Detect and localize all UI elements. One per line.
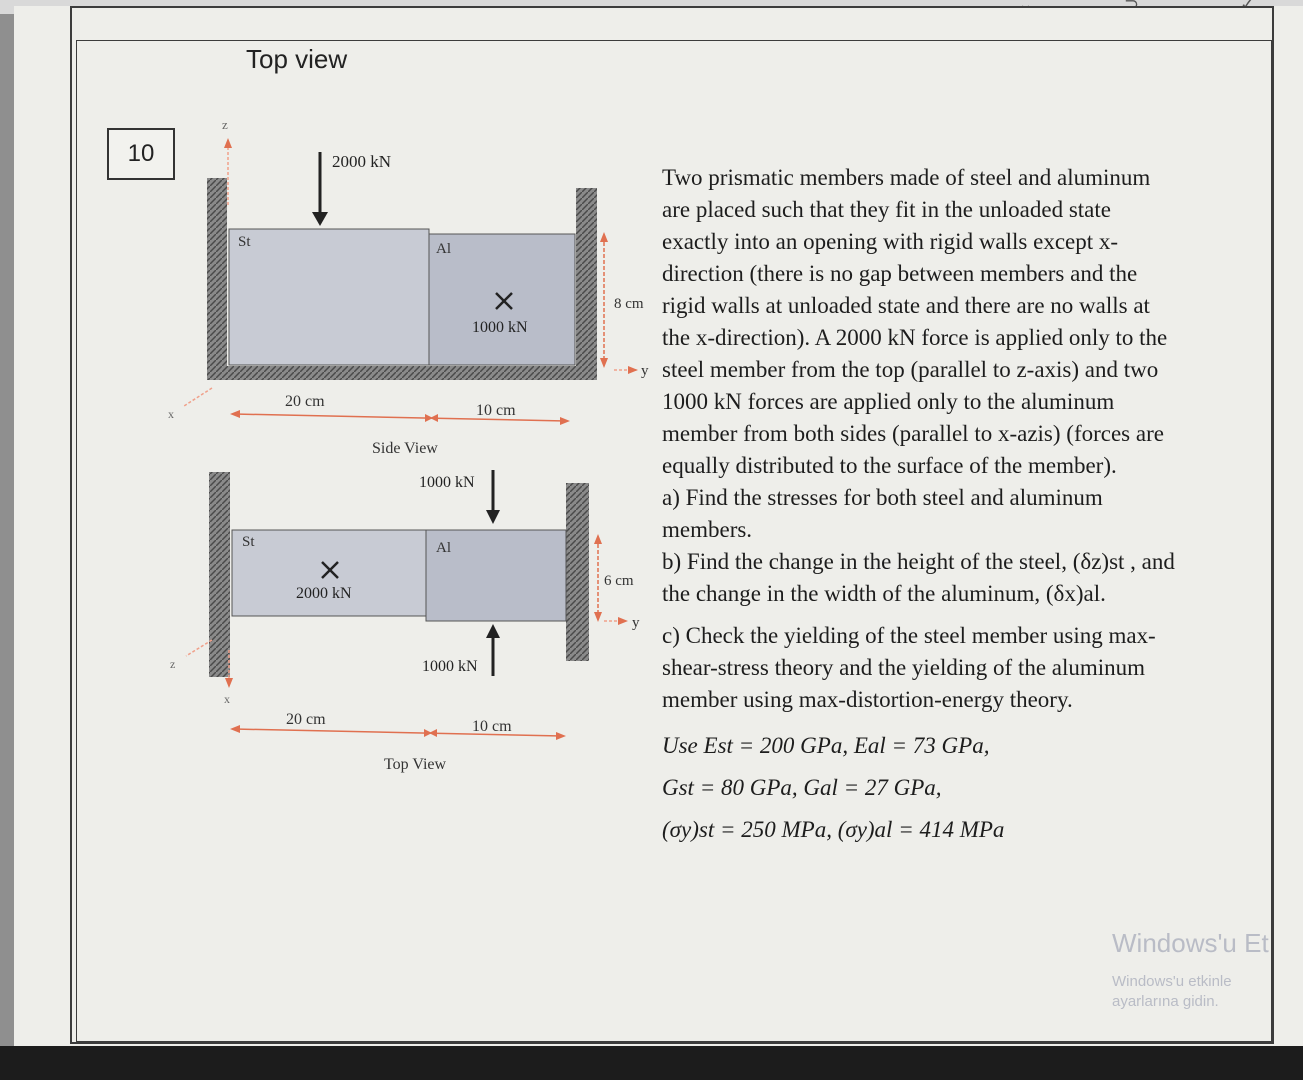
al-label-top: Al [436,241,451,257]
watermark-line-2: Windows'u etkinle [1112,973,1232,990]
rigid-wall-bottom-top [207,366,597,380]
x-axis-top [168,388,212,421]
steel-label-top: St [238,234,251,250]
axis-x-label-top: x [168,407,174,421]
given-line-2: Gst = 80 GPa, Gal = 27 GPa, [662,775,942,800]
monitor-bezel-bottom [0,1046,1303,1080]
problem-statement [662,162,1182,846]
z-axis-bottom [170,640,212,671]
y-axis-top [614,366,638,374]
problem-paragraph: Two prismatic members made of steel and aluminum are placed such that they fit in the unloaded state exactly into an opening with rigid walls except x-direction (there is no gap between members and the rigid walls at unloaded state and there are no walls at the x-direction). A 2000 kN force is applied only to the steel member from the top (parallel to z-axis) and two 1000 kN forces are applied only to the aluminum member from both sides (parallel to x-azis) (forces are equally distributed to the surface of the member). [662,165,1168,478]
force-2000-label-bottom: 2000 kN [296,585,352,602]
axis-y-label-bottom: y [632,615,640,631]
axis-z-label-top: z [222,117,228,132]
height-label-top: 8 cm [614,296,644,312]
height-dimension-top [600,232,608,368]
caption-side-view: Side View [372,440,438,457]
part-b: b) Find the change in the height of the steel, (δz)st , and the change in the width of the aluminum, (δx)al. [662,549,1175,606]
y-axis-bottom [604,617,628,625]
al-label-bottom: Al [436,540,451,556]
rigid-wall-left-top [207,178,227,380]
windows-activation-watermark-text [1112,972,1232,1012]
force-arrow-up-bottom [486,624,500,676]
problem-number: 10 [107,128,175,180]
width-steel-label-bottom: 20 cm [286,711,326,728]
page-title: Top view [246,44,348,74]
steel-member-top [229,229,429,365]
force-arrow-down-top [312,152,328,226]
force-1000-label-bottom-bottom: 1000 kN [422,658,478,675]
caption-top-view: Top View [384,756,447,773]
rigid-wall-right-top [576,188,597,380]
width-steel-label-top: 20 cm [285,393,325,410]
force-2000-label-top: 2000 kN [332,152,392,171]
rigid-wall-right-bottom [566,483,589,661]
given-line-1: Use Est = 200 GPa, Eal = 73 GPa, [662,733,990,758]
height-label-bottom: 6 cm [604,573,634,589]
given-line-3: (σy)st = 250 MPa, (σy)al = 414 MPa [662,817,1005,842]
axis-y-label-top: y [641,363,649,379]
width-al-label-bottom: 10 cm [472,718,512,735]
steel-label-bottom: St [242,534,255,550]
watermark-line-3: ayarlarına gidin. [1112,993,1219,1010]
steel-member-bottom [232,530,426,616]
rigid-wall-left-bottom [209,472,230,677]
force-arrow-down-bottom [486,470,500,524]
axis-z-label-bottom: z [170,657,176,671]
bottom-diagram [170,470,640,773]
height-dimension-bottom [594,534,602,622]
width-dimension-top [230,410,570,425]
windows-activation-watermark-title: Windows'u Et [1112,928,1269,958]
axis-x-label-bottom: x [224,692,230,706]
width-al-label-top: 10 cm [476,402,516,419]
top-diagram [168,117,649,457]
force-1000-label-top: 1000 kN [472,319,528,336]
width-dimension-bottom [230,725,566,740]
force-1000-label-bottom-top: 1000 kN [419,474,475,491]
part-c: c) Check the yielding of the steel member using max-shear-stress theory and the yielding of the aluminum member using max-distortion-energy theory. [662,623,1156,712]
part-a: a) Find the stresses for both steel and aluminum members. [662,485,1103,542]
